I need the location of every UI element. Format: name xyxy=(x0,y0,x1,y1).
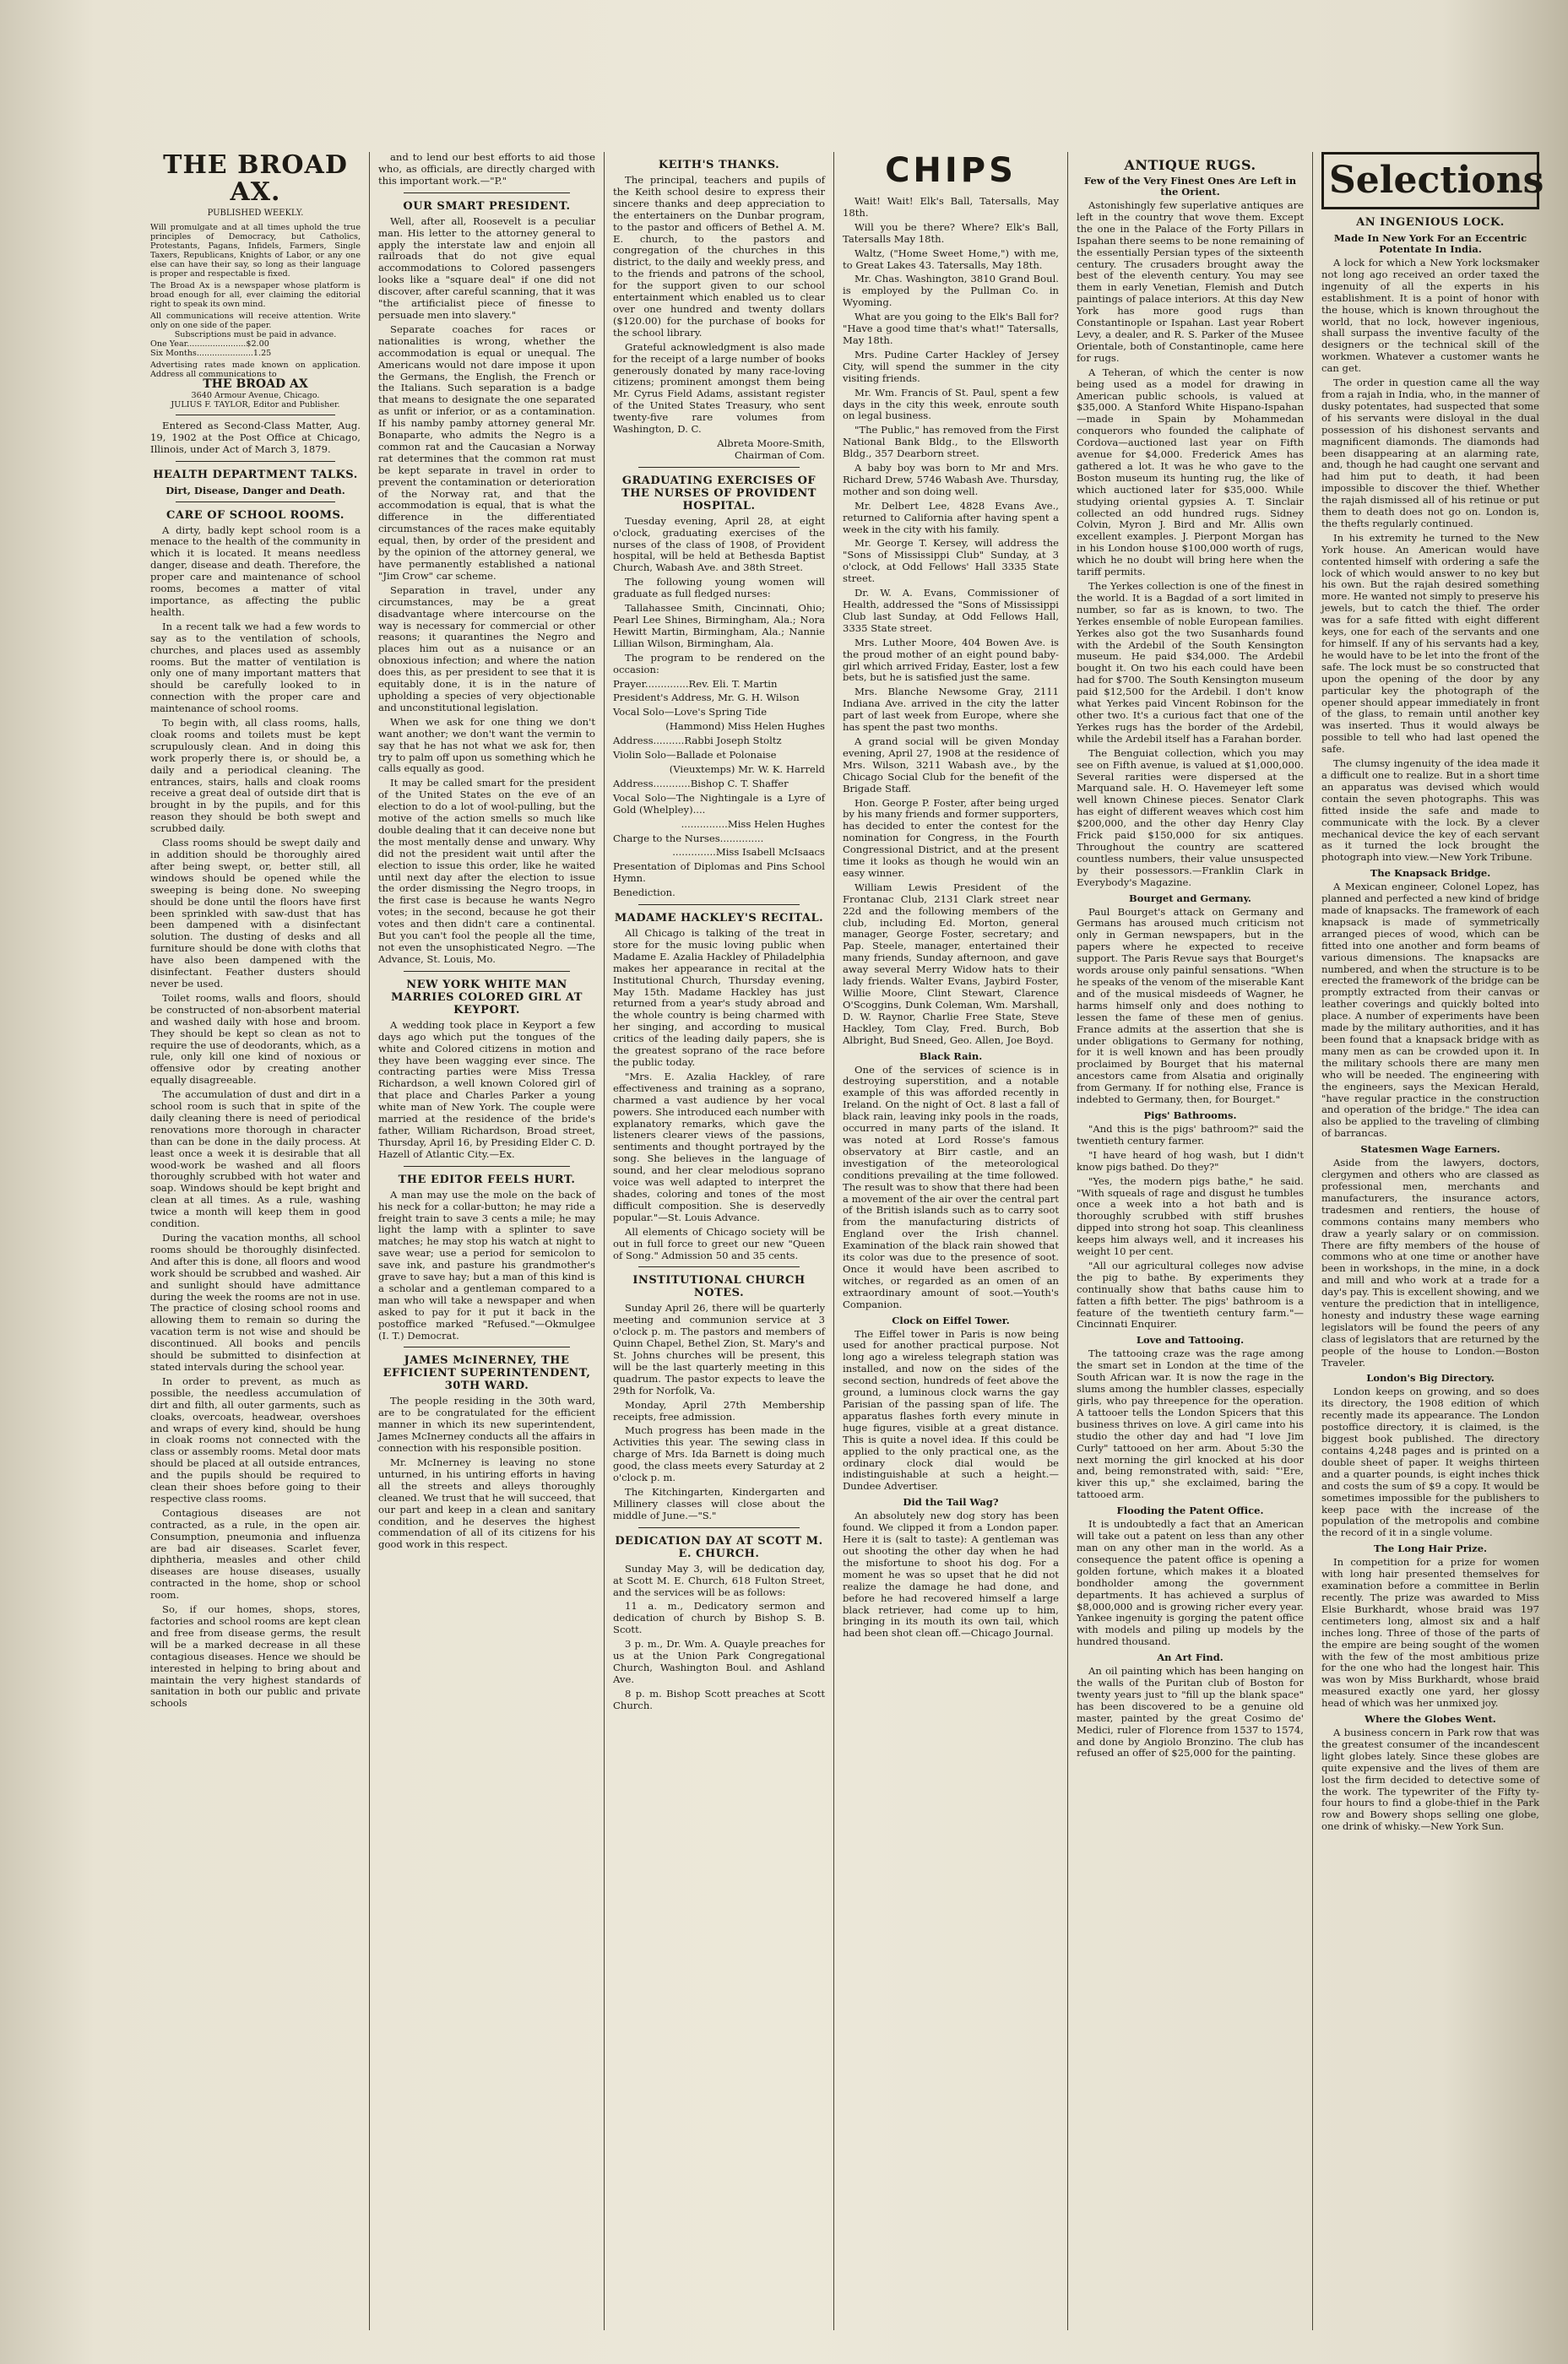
paragraph: Well, after all, Roosevelt is a peculiar man. His letter to the attorney general to apply the interstate law and enjoin all railroads that do not give equal accommodations to Colored passengers looks like a "square deal" if one did not discover, after careful scanning, that it was "the artificialist piece of finesse to persuade men into slavery." xyxy=(378,214,595,321)
editor: JULIUS F. TAYLOR, Editor and Publisher. xyxy=(171,399,340,409)
paragraph: The order in question came all the way from a rajah in India, who, in the manner of dusky potentates, had suspected that some of his servants were disloyal in the dual possession of his dishonest servants and magnificent diamonds. The diamonds had been disappearing at an alarming rate, and, though he had caught one servant and had him put to death, it had been impossible to discover the thief. Whether the rajah dismissed all of his retinue or put them to death does not go on. London is, the thefts regularly continued. xyxy=(1321,377,1539,529)
article-title: KEITH'S THANKS. xyxy=(658,159,780,171)
paragraph: The Yerkes collection is one of the finest in the world. It is a Bagdad of a sort limited in number, so far as is known, to two. The Yerkes ensemble of noble European families. Yerkes also got the two Susanhards found with the Ardebil of the South Kensington museum. He paid $34,000. The Ardebil bought it. On two his each could have been had for $700. The South Kensington museum paid $12,500 for the Ardebil. I don't know what Yerkes paid Vincent Robinson for the other two. It's a curious fact that one of the Yerkes rugs has the border of the Ardebil, while the Ardebil itself has a Farahan border. xyxy=(1077,580,1304,745)
paragraph: It may be called smart for the president of the United States on the eve of an election to do a lot of wool-pulling, but the motive of the action smells so much like double dealing that it can deceive none but the most mentally dense and unwary. Why did not the president wait until after the election to issue this order, like he waited until next day after the election to issue the order dismissing the Negro troops, in the first case is because he wants Negro votes; in the second, because he got their votes and then didn't care a continental. But you can't fool the people all the time, not even the unsophisticated Negro. —The Advance, St. Louis, Mo. xyxy=(378,777,595,965)
paragraph: When we ask for one thing we don't want another; we don't want the vermin to say that he has not what we ask for, then try to palm off upon us something which he calls equally as good. xyxy=(378,715,595,775)
article-title: An Art Find. xyxy=(1157,1651,1223,1664)
paragraph: and to lend our best efforts to aid those who, as officials, are directly charged with this important work.—"P." xyxy=(378,152,595,187)
chip-item: Mr. Chas. Washington, 3810 Grand Boul. is employed by the Pullman Co. in Wyoming. xyxy=(843,273,1059,309)
divider xyxy=(404,1166,570,1167)
paragraph: Separation in travel, under any circumstances, may be a great disadvantage where intercourse on the way is necessary for commercial or other reasons; it quarantines the Negro and places him out as a nuisance or an obnoxious infection; and where the nation does this, as per president to see that it is equitably done, it is in the nature of upholding a species of very objectionable and unconstitutional legislation. xyxy=(378,583,595,713)
chip-item: Mrs. Blanche Newsome Gray, 2111 Indiana Ave. arrived in the city the latter part of last week from Europe, where she has spent the past two months. xyxy=(843,686,1059,734)
entered-notice: Entered as Second-Class Matter, Aug. 19, 1902 at the Post Office at Chicago, Illinois, under Act of March 3, 1879. xyxy=(150,419,361,455)
paragraph: 3 p. m., Dr. Wm. A. Quayle preaches for us at the Union Park Congregational Church, Washington Boul. and Ashland Ave. xyxy=(613,1638,825,1685)
article-title: OUR SMART PRESIDENT. xyxy=(403,199,571,213)
article-title: ANTIQUE RUGS. xyxy=(1124,157,1256,173)
article-title: Statesmen Wage Earners. xyxy=(1360,1143,1500,1156)
divider xyxy=(638,904,800,905)
paragraph: Astonishingly few superlative antiques are left in the country that wove them. Except the one in the Palace of the Forty Pillars in Ispahan there seems to be none remaining of the essentially Persian types of the sixteenth century. The crusaders brought away the best of the eleventh century. You may see them in early Venetian, Flemish and Dutch paintings of palace interiors. At this day New York has more good rugs than Constantinople or Ispahan. Last year Robert Levy, a dealer, and R. S. Parker of the Musee Orientale, both of Constantinople, came here for rugs. xyxy=(1077,199,1304,364)
chip-item: Mrs. Luther Moore, 404 Bowen Ave. is the proud mother of an eight pound baby-girl which arrived Friday, Easter, lost a few bets, but he is satisfied just the same. xyxy=(843,636,1059,684)
chip-item: What are you going to the Elk's Ball for? "Have a good time that's what!" Tatersalls, May 18th. xyxy=(843,311,1059,346)
program-item: Address............Bishop C. T. Shaffer xyxy=(613,777,789,789)
paragraph: Paul Bourget's attack on Germany and Germans has aroused much criticism not only in German newspapers, but in the papers where he expected to receive support. The Paris Revue says that Bourget's words arouse only painful sensations. "When he speaks of the venom of the miserable Kant and of the musical misdeeds of Wagner, he harms himself only and does nothing to lessen the fame of these men of genius. France admits at the assertion that she is under obligations to Germany for nothing, for it is well known and has been proudly proclaimed by Bourget that his maternal ancestors came from Alsatia and originally from Germany. If for nothing else, France is indebted to Germany, then, for Bourget." xyxy=(1077,905,1304,1106)
program-item: ..............Miss Isabell McIsaacs xyxy=(672,846,825,859)
column-6 xyxy=(1313,152,1548,2330)
paragraph: Separate coaches for races or nationalities is wrong, whether the accommodation is equal or unequal. The Americans would not dare impose it upon the Germans, the English, the French or the Italians. Such separation is a badge that means to designate the one separated as unfit or inferior, or as a contamination. If his namby pamby attorney general Mr. Bonaparte, who admits the Negro is a common rat and the Caucasian a Norway rat determines that the common rat must be kept separate in travel in order to prevent the contamination or deterioration of the Norway rat, and that the accommodation is equal, that is what the difference in the differentiated circumstances of the races make equitably equal, then, by order of the president and by the opinion of the attorney general, we have permanently established a national "Jim Crow" car scheme. xyxy=(378,323,595,582)
paragraph: In competition for a prize for women with long hair presented themselves for examination before a committee in Berlin recently. The prize was awarded to Miss Elsie Burkhardt, whose braid was 197 centimeters long, almost six and a half inches long. Three of those of the parts of the empire are being sought of the women with the few of the most ambitious prize for the one who had the longest hair. This was won by Miss Burkhardt, whose braid measured exactly one yard, her glossy head of which was her unmixed joy. xyxy=(1321,1556,1539,1710)
program-item: Vocal Solo—Love's Spring Tide xyxy=(613,706,768,718)
care-title: CARE OF SCHOOL ROOMS. xyxy=(166,508,345,522)
paragraph: Toilet rooms, walls and floors, should be constructed of non-absorbent material and washed daily with hose and broom. They should be kept so clean as not to require the use of deodorants, which, as a rule, only kill one kind of noxious or offensive odor by creating another equally disagreeable. xyxy=(150,991,361,1087)
paragraph: Contagious diseases are not contracted, as a rule, in the open air. Consumption, pneumonia and influenza are bad air diseases. Scarlet fever, diphtheria, measles and other child diseases are house diseases, usually contracted in the home, shop or school room. xyxy=(150,1506,361,1602)
chip-item: Mr. Delbert Lee, 4828 Evans Ave., returned to California after having spent a week in the city with his family. xyxy=(843,499,1059,535)
paragraph: In a recent talk we had a few words to say as to the ventilation of schools, churches, and places used as assembly rooms. But the matter of ventilation is only one of many important matters that should be carefully looked to in connection with the proper care and maintenance of school rooms. xyxy=(150,620,361,715)
article-title: NEW YORK WHITE MAN MARRIES COLORED GIRL AT KEYPORT. xyxy=(391,978,583,1017)
paragraph: A dirty, badly kept school room is a menace to the health of the community in which it is located. It means needless danger, disease and death. Therefore, the proper care and maintenance of school rooms, becomes a matter of vital importance, as affecting the public health. xyxy=(150,523,361,618)
article-title: INSTITUTIONAL CHURCH NOTES. xyxy=(632,1274,806,1300)
article-title: London's Big Directory. xyxy=(1366,1372,1495,1385)
article-title: Love and Tattooing. xyxy=(1136,1334,1245,1347)
paragraph: The accumulation of dust and dirt in a school room is such that in spite of the daily cleaning there is need of periodical renovations more thorough in character than can be done in the daily process. At least once a week it is desirable that all wood-work be washed and all floors thoroughly scrubbed with hot water and soap. Windows should be kept bright and clean at all times. As a rule, washing twice a month will keep them in good condition. xyxy=(150,1088,361,1230)
paragraph: 11 a. m., Dedicatory sermon and dedication of church by Bishop S. B. Scott. xyxy=(613,1600,825,1636)
article-title: AN INGENIOUS LOCK. xyxy=(1356,216,1505,229)
paragraph: Sunday May 3, will be dedication day, at Scott M. E. Church, 618 Fulton Street, and the services will be as follows: xyxy=(613,1562,825,1598)
article-title: Flooding the Patent Office. xyxy=(1116,1505,1264,1517)
article-subtitle: Few of the Very Finest Ones Are Left in the Orient. xyxy=(1083,175,1297,198)
paragraph: "And this is the pigs' bathroom?" said the twentieth century farmer. xyxy=(1077,1122,1304,1147)
paragraph: Grateful acknowledgment is also made for the receipt of a large number of books generously donated by many race-loving citizens; prominent amongst them being Mr. Cyrus Field Adams, assistant register of the United States Treasury, who sent twenty-five rare volumes from Washington, D. C. xyxy=(613,340,825,436)
paragraph: A wedding took place in Keyport a few days ago which put the tongues of the white and Colored citizens in motion and they have been wagging ever since. The contracting parties were Miss Tressa Richardson, a well known Colored girl of that place and Charles Parker a young white man of New York. The couple were married at the residence of the bride's father, William Richardson, Broad street, Thursday, April 16, by Presiding Elder C. D. Hazell of Atlantic City.—Ex. xyxy=(378,1018,595,1160)
article-title: Did the Tail Wag? xyxy=(903,1496,999,1509)
program-item: Violin Solo—Ballade et Polonaise xyxy=(613,749,777,762)
program-item: Benediction. xyxy=(613,886,675,899)
article-title: JAMES McINERNEY, THE EFFICIENT SUPERINTENDENT, 30TH WARD. xyxy=(383,1354,591,1393)
paragraph: Monday, April 27th Membership receipts, free admission. xyxy=(613,1398,825,1423)
address: 3640 Armour Avenue, Chicago. xyxy=(191,390,320,400)
paragraph: Aside from the lawyers, doctors, clergymen and others who are classed as professional men, merchants and manufacturers, the insurance actors, tradesmen and rentiers, the house of commons contains many members who draw a yearly salary or on commission. There are fifty members of the house of commons who at one time or another have been in workshops, in the mine, in a dock and mill and who work at a trade for a day's pay. This is excellent showing, and we venture the prediction that in intelligence, honesty and industry these wage earning legislators will be found the peers of any class of legislators that are returned by the people of the house to London.—Boston Traveler. xyxy=(1321,1157,1539,1369)
paragraph: During the vacation months, all school rooms should be thoroughly disinfected. And after this is done, all floors and wood work should be scrubbed and washed. Air and sunlight should have admittance during the week the rooms are not in use. The practice of closing school rooms and allowing them to remain so during the vacation term is not wise and should be discontinued. All books and pencils should be submitted to disinfection at stated intervals during the school year. xyxy=(150,1232,361,1373)
chip-item: Hon. George P. Foster, after being urged by his many friends and former supporters, has decided to enter the contest for the nomination for Congress, in the Fourth Congressional District, and at the present time it looks as though he would win an easy winner. xyxy=(843,796,1059,879)
article-title: Pigs' Bathrooms. xyxy=(1143,1109,1237,1121)
paragraph: An oil painting which has been hanging on the walls of the Puritan club of Boston for twenty years just to "fill up the blank space" has been discovered to be a genuine old master, painted by the great Cosimo de' Medici, ruler of Florence from 1537 to 1574, and done by Angiolo Bronzino. The club has refused an offer of $25,000 for the painting. xyxy=(1077,1665,1304,1759)
divider xyxy=(404,971,570,972)
column-4 xyxy=(834,152,1068,2330)
paragraph: The people residing in the 30th ward, are to be congratulated for the efficient manner in which its new superintendent, James McInerney conducts all the affairs in connection with his responsible position. xyxy=(378,1395,595,1455)
article-title: The Long Hair Prize. xyxy=(1373,1543,1488,1555)
article-title: Where the Globes Went. xyxy=(1365,1713,1496,1726)
article-title: Clock on Eiffel Tower. xyxy=(892,1314,1010,1326)
article-title: Black Rain. xyxy=(919,1049,983,1062)
chip-item: Will you be there? Where? Elk's Ball, Tatersalls May 18th. xyxy=(843,220,1059,245)
paragraph: Much progress has been made in the Activities this year. The sewing class in charge of Mrs. Ida Barnett is doing much good, the class meets every Saturday at 2 o'clock p. m. xyxy=(613,1424,825,1484)
program-item: Charge to the Nurses.............. xyxy=(613,832,764,844)
chip-item: "The Public," has removed from the First National Bank Bldg., to the Ellsworth Bldg., 357 Dearborn street. xyxy=(843,424,1059,460)
chip-item: Mr. George T. Kersey, will address the "Sons of Mississippi Club" Sunday, at 3 o'clock, at Odd Fellows' Hall 3335 State street. xyxy=(843,537,1059,585)
divider xyxy=(638,1527,800,1528)
paragraph: All Chicago is talking of the treat in store for the music loving public when Madame E. Azalia Hackley of Philadelphia makes her appearance in recital at the Institutional Church, Thursday evening, May 15th. Madame Hackley has just returned from a year's study abroad and the whole country is being charmed with her singing, and according to musical critics of the leading daily papers, she is the greatest soprano of the race before the public today. xyxy=(613,927,825,1068)
paragraph: To begin with, all class rooms, halls, cloak rooms and toilets must be kept scrupulously clean. And in doing this work properly there is, or should be, a daily and a periodical cleaning. The entrances, stairs, halls and cloak rooms receive a great deal of outside dirt that is brought in by the pupils, and for this reason they should be both swept and scrubbed daily. xyxy=(150,717,361,835)
paragraph: The Kitchingarten, Kindergarten and Millinery classes will close about the middle of June.—"S." xyxy=(613,1486,825,1521)
paragraph: A lock for which a New York locksmaker not long ago received an order taxed the ingenuity of all the experts in his establishment. It is a point of honor with the house, which is known throughout the world, that no lock, however ingenious, shall surpass the inventive faculty of the designers or the technical skill of the workmen. Whatever a customer wants he can get. xyxy=(1321,257,1539,375)
paragraph: A Mexican engineer, Colonel Lopez, has planned and perfected a new kind of bridge made of knapsacks. The framework of each knapsack is made of symmetrically arranged pieces of wood, which can be fitted into one another and form beams of various dimensions. The knapsacks are numbered, and when the structure is to be erected the framework of the bridge can be promptly extracted from their canvas or leather coverings and quickly bolted into place. A number of experiments have been made by the military authorities, and it has been found that a knapsack bridge with as many men as can be crowded upon it. In the military schools there are many men who will be needed. The engineering with the engineers, says the Mexican Herald, "have regular practice in the construction and operation of the bridge." The idea can also be applied to the traveling of climbing of barrancas. xyxy=(1321,881,1539,1140)
signature-title: Chairman of Com. xyxy=(734,448,825,461)
paragraph: It is undoubtedly a fact that an American will take out a patent on less than any other man on any other man in the world. As a consequence the patent office is opening a golden fortune, which makes it a bloated bondholder among the government departments. It has achieved a surplus of $8,000,000 and is growing richer every year. Yankee ingenuity is gorging the patent office with models and piling up models by the hundred thousand. xyxy=(1077,1518,1304,1648)
paragraph: The tattooing craze was the rage among the smart set in London at the time of the South African war. It is now the rage in the slums among the humbler classes, especially girls, who pay threepence for the operation. A tattooer tells the London Spicers that this business thrives on love. A girl came into his studio the other day and had "I love Jim Curly" tattooed on her arm. About 5:30 the next morning the girl knocked at his door and, being remonstrated with, said: "'Ere, kiver this up," she exclaimed, baring the tattooed arm. xyxy=(1077,1347,1304,1501)
article-title: GRADUATING EXERCISES OF THE NURSES OF PROVIDENT HOSPITAL. xyxy=(621,474,817,512)
divider xyxy=(638,1266,800,1267)
paragraph: Tuesday evening, April 28, at eight o'clock, graduating exercises of the nurses of the class of 1908, of Provident hospital, will be held at Bethesda Baptist Church, Wabash Ave. and 38th Street. xyxy=(613,514,825,574)
selections-box xyxy=(1321,152,1544,209)
program-item: ...............Miss Helen Hughes xyxy=(681,817,825,830)
price-six-months: Six Months......................1.25 xyxy=(150,348,272,358)
paragraph: "All our agricultural colleges now advise the pig to bathe. By experiments they continually show that baths cause him to fatten a fifth better. The pigs' bathroom is a feature of the twentieth century farm."—Cincinnati Enquirer. xyxy=(1077,1259,1304,1331)
column-3 xyxy=(605,152,834,2330)
address-title: THE BROAD AX xyxy=(203,377,308,391)
program-item: Vocal Solo—The Nightingale is a Lyre of Gold (Whelpley).... xyxy=(613,791,825,816)
paragraph: "I have heard of hog wash, but I didn't know pigs bathed. Do they?" xyxy=(1077,1148,1304,1173)
paragraph: Sunday April 26, there will be quarterly meeting and communion service at 3 o'clock p. m. The pastors and members of Quinn Chapel, Bethel Zion, St. Mary's and St. Johns churches will be present, this will be the last quarterly meeting in this quadrum. The pastor expects to leave the 29th for Norfolk, Va. xyxy=(613,1302,825,1396)
program-item: President's Address, Mr. G. H. Wilson xyxy=(613,691,800,704)
column-5 xyxy=(1068,152,1313,2330)
published-weekly: PUBLISHED WEEKLY. xyxy=(207,209,304,218)
chips-title: CHIPS xyxy=(885,152,1017,190)
paragraph: The principal, teachers and pupils of the Keith school desire to express their sincere thanks and deep appreciation to the entertainers on the Dunbar program, to the pastor and officers of Bethel A. M. E. church, to the pastors and congregation of the churches in this district, to the daily and weekly press, and to the friends and patrons of the school, for the support given to our school entertainment which enabled us to clear over one hundred and twenty dollars ($120.00) for the purchase of books for the school library. xyxy=(613,174,825,339)
chip-item: Mrs. Pudine Carter Hackley of Jersey City, will spend the summer in the city visiting friends. xyxy=(843,348,1059,384)
paragraph: All elements of Chicago society will be out in full force to greet our new "Queen of Song." Admission 50 and 35 cents. xyxy=(613,1225,825,1261)
chip-item: Mr. Wm. Francis of St. Paul, spent a few days in the city this week, enroute south on legal business. xyxy=(843,386,1059,422)
chip-item: A baby boy was born to Mr and Mrs. Richard Drew, 5746 Wabash Ave. Thursday, mother and son doing well. xyxy=(843,462,1059,497)
program-item: (Hammond) Miss Helen Hughes xyxy=(665,720,825,733)
advertising-text: Advertising rates made known on application. Address all communications to xyxy=(150,360,361,379)
paragraph: 8 p. m. Bishop Scott preaches at Scott Church. xyxy=(613,1687,825,1711)
divider xyxy=(176,461,335,462)
paragraph: A man may use the mole on the back of his neck for a collar-button; he may ride a freight train to save 3 cents a mile; he may light the lamp with a splinter to save matches; he may stop his watch at night to save wear; use a period for semicolon to save ink, and pasture his grandmother's grave to save hay; but a man of this kind is a scholar and a gentleman compared to a man who will take a newspaper and when asked to pay for it put it back in the postoffice marked "Refused."—Okmulgee (I. T.) Democrat. xyxy=(378,1188,595,1342)
paragraph: An absolutely new dog story has been found. We clipped it from a London paper. Here it is (salt to taste): A gentleman was out shooting the other day when he had the misfortune to shoot his dog. For a moment he was so upset that he did not realize the damage he had done, and before he had recovered himself a large black retriever, had come up to him, bringing in its mouth its own tail, which had been shot clean off.—Chicago Journal. xyxy=(843,1510,1059,1640)
divider xyxy=(638,467,800,468)
paragraph: Tallahassee Smith, Cincinnati, Ohio; Pearl Lee Shines, Birmingham, Ala.; Nora Hewitt Martin, Birmingham, Ala.; Nannie Lillian Wilson, Birmingham, Ala. xyxy=(613,602,825,649)
paragraph: In his extremity he turned to the New York house. An American would have contented himself with ordering a safe the lock of which would answer to no key but his own. But the rajah desired something more. He wanted not simply to preserve his jewels, but to catch the thief. The order was for a safe fitted with eight different keys, one for each of the servants and one for himself. If any of his servants had a key, he would have to be let into the front of the safe. The lock must be so constructed that upon the opening of the door by any particular key the photograph of the opener should appear immediately in front of the glass, to remain until another key was inserted. Thus it would always be possible to tell who had last opened the safe. xyxy=(1321,531,1539,756)
chip-item: Wait! Wait! Elk's Ball, Tatersalls, May 18th. xyxy=(843,195,1059,219)
paragraph: "Yes, the modern pigs bathe," he said. "With squeals of rage and disgust he tumbles once a week into a hot bath and is thoroughly scrubbed with stiff brushes dipped into strong hot soap. This cleanliness keeps him always well, and it increases his weight 10 per cent. xyxy=(1077,1174,1304,1258)
platform-text: Will promulgate and at all times uphold the true principles of Democracy, but Catholics, Protestants, Pagans, Infidels, Farmers, Single Taxers, Republicans, Knights of Labor, or any one else can have their say, so long as their language is proper and respectable is fixed. xyxy=(150,222,361,279)
paragraph: "Mrs. E. Azalia Hackley, of rare effectiveness and training as a soprano, charmed a vast audience by her vocal powers. She introduced each number with explanatory remarks, which gave the listeners clearer views of the passions, sentiments and thought portrayed by the song. She believes in the language of sound, and her clear melodious soprano voice was well adapted to interpret the shades, coloring and tones of the most difficult composition. She is deservedly popular."—St. Louis Advance. xyxy=(613,1070,825,1223)
program-item: (Vieuxtemps) Mr. W. K. Harreld xyxy=(669,762,825,775)
health-title: HEALTH DEPARTMENT TALKS. xyxy=(153,468,358,481)
article-title: DEDICATION DAY AT SCOTT M. E. CHURCH. xyxy=(615,1534,823,1560)
selections-title: Selections xyxy=(1329,159,1544,202)
paragraph: Mr. McInerney is leaving no stone unturned, in his untiring efforts in having all the streets and alleys thoroughly cleaned. We trust that he will succeed, that our part and keep in a clean and sanitary condition, and he deserves the highest commendation of all of its citizens for his good work in this respect. xyxy=(378,1456,595,1551)
paragraph: The clumsy ingenuity of the idea made it a difficult one to realize. But in a short time an apparatus was devised which would contain the seven photographs. This was fitted inside the safe and made to communicate with the lock. By a clever mechanical device the key of each servant as it turned the lock brought the photograph into view.—New York Tribune. xyxy=(1321,757,1539,864)
subscriptions-text: Subscriptions must be paid in advance. xyxy=(174,329,337,339)
column-1 xyxy=(142,152,370,2330)
article-subtitle: Made In New York For an Eccentric Potentate In India. xyxy=(1333,232,1527,255)
chip-item: Dr. W. A. Evans, Commissioner of Health, addressed the "Sons of Mississippi Club last Sunday, at Odd Fellows Hall, 3335 State street. xyxy=(843,587,1059,634)
column-2 xyxy=(370,152,605,2330)
program-item: Presentation of Diplomas and Pins School Hymn. xyxy=(613,860,825,885)
paragraph: London keeps on growing, and so does its directory, the 1908 edition of which recently made its appearance. The London postoffice directory, it is claimed, is the biggest book published. The directory contains 4,248 pages and is printed on a double sheet of paper. It weighs thirteen and a quarter pounds, is eight inches thick and costs the sum of $9 a copy. It would be sometimes impossible for the publishers to keep pace with the increase of the population of the metropolis and combine the record of it in a single volume. xyxy=(1321,1385,1539,1539)
paragraph: The Eiffel tower in Paris is now being used for another practical purpose. Not long ago a wireless telegraph station was installed, and now on the sides of the second section, hundreds of feet above the ground, a luminous clock warns the gay Parisian of the passing span of life. The apparatus flashes forth every minute in huge figures, visible at a great distance. This is quite a novel idea. If this could be applied to the only practical one, as the ordinary clock dial would be indistinguishable at such a height.—Dundee Advertiser. xyxy=(843,1327,1059,1493)
program-item: Address..........Rabbi Joseph Stoltz xyxy=(613,735,782,747)
divider xyxy=(404,192,570,193)
article-title: THE EDITOR FEELS HURT. xyxy=(398,1173,576,1186)
masthead: THE BROAD AX. xyxy=(163,152,348,207)
paragraph: A Teheran, of which the center is now being used as a model for drawing in American public schools, is valued at $35,000. A Stanford White Hispano-Ispahan—made in Spain by Mohammedan conquerors who founded the caliphate of Cordova—auctioned last year on Fifth avenue for $4,000. Frederick Ames has gathered a lot. It was he who gave to the Boston museum its hunting rug, the like of which auctioned later for $35,000. While studying oriental gypsies A. T. Sinclair collected an odd hundred rugs. Sidney Colvin, Myron J. Bird and Mr. Allis own excellent examples. J. Pierpont Morgan has in his London house $100,000 worth of rugs, which he no doubt will bring here when the tariff permits. xyxy=(1077,366,1304,578)
paragraph: The Benguiat collection, which you may see on Fifth avenue, is valued at $1,000,000. Several rarities were dispersed at the Marquand sale. H. O. Havemeyer left some well known Chinese pieces. Senator Clark has eight of different weaves which cost him $200,000, and the other day Henry Clay Frick paid $150,000 for six antiques. Throughout the country are scattered countless numbers, their value unsuspected by their possessors.—Franklin Clark in Everybody's Magazine. xyxy=(1077,746,1304,888)
newspaper-text: The Broad Ax is a newspaper whose platform is broad enough for all, ever claiming the editorial right to speak its own mind. xyxy=(150,280,361,309)
article-title: Bourget and Germany. xyxy=(1129,892,1251,904)
chip-item: Waltz, ("Home Sweet Home,") with me, to Great Lakes 43. Tatersalls, May 18th. xyxy=(843,247,1059,271)
chip-item: A grand social will be given Monday evening, April 27, 1908 at the residence of Mrs. Wilson, 3211 Wabash ave., by the Chicago Social Club for the benefit of the Brigade Staff. xyxy=(843,735,1059,794)
program-item: Prayer..............Rev. Eli. T. Martin xyxy=(613,677,778,690)
paragraph: A business concern in Park row that was the greatest consumer of the incandescent light globes lately. Since these globes are quite expensive and the lives of them are lost the firm decided to detective some of the work. The typewriter of the Fifty ty-four hours to find a globe-thief in the Park row and Bowery shops selling one globe, one drink of whisky.—New York Sun. xyxy=(1321,1727,1539,1833)
paragraph: One of the services of science is in destroying superstition, and a notable example of this was afforded recently in Ireland. On the night of Oct. 8 last a fall of black rain, leaving inky pools in the roads, occurred in many parts of the island. It was noted at Lord Rosse's famous observatory at Birr castle, and an investigation of the meteorological conditions prevailing at the time followed. The result was to show that there had been a movement of the air over the central part of the British islands such as to carry soot from the manufacturing districts of England over the Irish channel. Examination of the black rain showed that its color was due to the presence of soot. Once it would have been ascribed to witches, or regarded as an omen of an extraordinary amount of soot.—Youth's Companion. xyxy=(843,1063,1059,1310)
paragraph: In order to prevent, as much as possible, the needless accumulation of dirt and filth, all outer garments, such as cloaks, overcoats, headwear, overshoes and wraps of every kind, should be hung in cloak rooms not connected with the class or assembly rooms. Metal door mats should be placed at all outside entrances, and the pupils should be required to clean their shoes before going to their respective class rooms. xyxy=(150,1374,361,1505)
health-subtitle: Dirt, Disease, Danger and Death. xyxy=(165,484,345,496)
signature: Albreta Moore-Smith, xyxy=(717,436,825,449)
paragraph: So, if our homes, shops, stores, factories and school rooms are kept clean and free from disease germs, the result will be a marked decrease in all these contagious diseases. Hence we should be interested in helping to bring about and maintain the very highest standards of sanitation in both our public and private schools xyxy=(150,1603,361,1710)
price-one-year: One Year.......................$2.00 xyxy=(150,339,269,349)
article-title: The Knapsack Bridge. xyxy=(1370,867,1491,880)
paragraph: The program to be rendered on the occasion: xyxy=(613,651,825,675)
chip-item: William Lewis President of the Frontanac Club, 2131 Clark street near 22d and the following members of the club, including Ed. Morton, general manager, George Foster, secretary; and Pap. Steele, manager, entertained their many friends, Sunday afternoon, and gave away several Merry Widow hats to their lady friends. Walter Evans, Jaybird Foster, Willie Moore, Clint Stewart, Clarence O'Scoggins, Dunk Coleman, Wm. Marshall, D. W. Raynor, Charlie Free State, Steve Hackley, Tom Clay, Fred. Burch, Bob Albright, Bud Sneed, Geo. Allen, Joe Boyd. xyxy=(843,881,1059,1046)
paragraph: The following young women will graduate as full fledged nurses: xyxy=(613,576,825,600)
paragraph: Class rooms should be swept daily and in addition should be thoroughly aired after being swept, or, better still, all windows should be opened while the sweeping is being done. No sweeping should be done until the floors have first been sprinkled with saw-dust that has been dampened with a disinfectant solution. The dusting of desks and all furniture should be done with cloths that have also been dampened with the disinfectant. Feather dusters should never be used. xyxy=(150,837,361,990)
communications-text: All communications will receive attention. Write only on one side of the paper. xyxy=(150,311,361,330)
article-title: MADAME HACKLEY'S RECITAL. xyxy=(614,912,824,925)
